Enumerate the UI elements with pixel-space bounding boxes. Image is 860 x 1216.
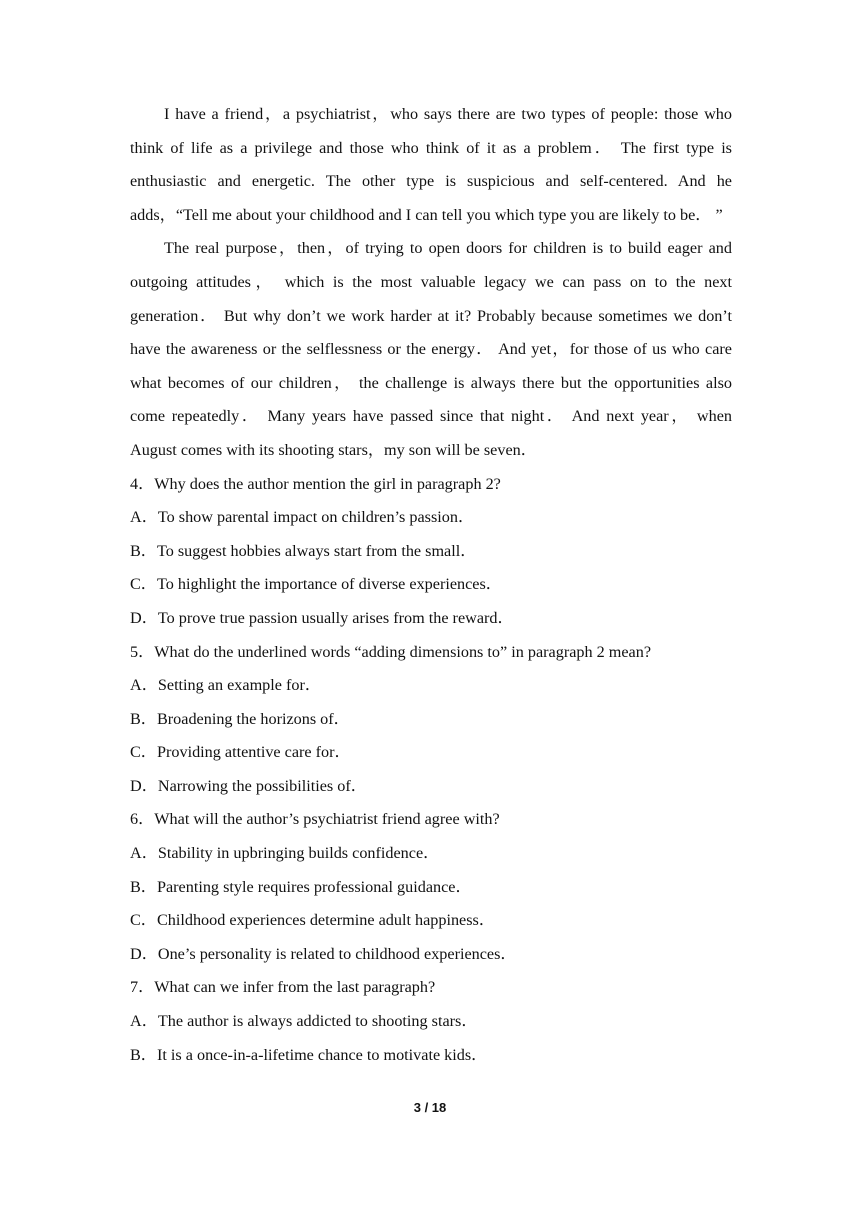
question-6 [130, 803, 732, 971]
page-number: 3 / 18 [413, 1100, 447, 1115]
question-stem: 5．What do the underlined words “adding dimensions to” in paragraph 2 mean? [130, 642, 652, 661]
answer-option: C．To highlight the importance of diverse experiences． [130, 575, 502, 594]
question-4 [130, 468, 732, 636]
answer-option: A．The author is always addicted to shooting stars． [130, 1012, 478, 1031]
answer-option: D．Narrowing the possibilities of． [130, 776, 367, 795]
answer-option: C．Providing attentive care for． [130, 743, 351, 762]
answer-option: B．Parenting style requires professional guidance． [130, 877, 472, 896]
passage-paragraph: I have a friend，a psychiatrist，who says there are two types of people: those who think of life as a privilege and those who think of it as a problem． The first type is enthusiastic and energetic. The other type is suspicious and self-centered. And he adds，“Tell me about your childhood and I can tell you which type you are likely to be． ” [130, 105, 732, 224]
document-body [130, 98, 732, 1072]
answer-option: A．To show parental impact on children’s passion． [130, 508, 475, 527]
question-7 [130, 971, 732, 1072]
question-stem: 6．What will the author’s psychiatrist friend agree with? [130, 810, 500, 829]
answer-option: A．Stability in upbringing builds confidence． [130, 844, 440, 863]
answer-option: B．To suggest hobbies always start from the small． [130, 541, 477, 560]
question-stem: 4．Why does the author mention the girl in paragraph 2? [130, 474, 501, 493]
answer-option: B．It is a once-in-a-lifetime chance to motivate kids． [130, 1045, 488, 1064]
answer-option: C．Childhood experiences determine adult happiness． [130, 911, 496, 930]
answer-option: A．Setting an example for． [130, 676, 322, 695]
answer-option: D．To prove true passion usually arises from the reward． [130, 608, 514, 627]
answer-option: D．One’s personality is related to childhood experiences． [130, 944, 517, 963]
passage-paragraph: The real purpose，then，of trying to open doors for children is to build eager and outgoing attitudes， which is the most valuable legacy we can pass on to the next generation． But why don’t we work harder at it? Probably because sometimes we don’t have the awareness or the selflessness or the energy． And yet，for those of us who care what becomes of our children， the challenge is always there but the opportunities also come repeatedly． Many years have passed since that night． And next year， when August comes with its shooting stars，my son will be seven． [130, 239, 732, 459]
question-5 [130, 636, 732, 804]
answer-option: B．Broadening the horizons of． [130, 709, 350, 728]
question-stem: 7．What can we infer from the last paragraph? [130, 978, 436, 997]
